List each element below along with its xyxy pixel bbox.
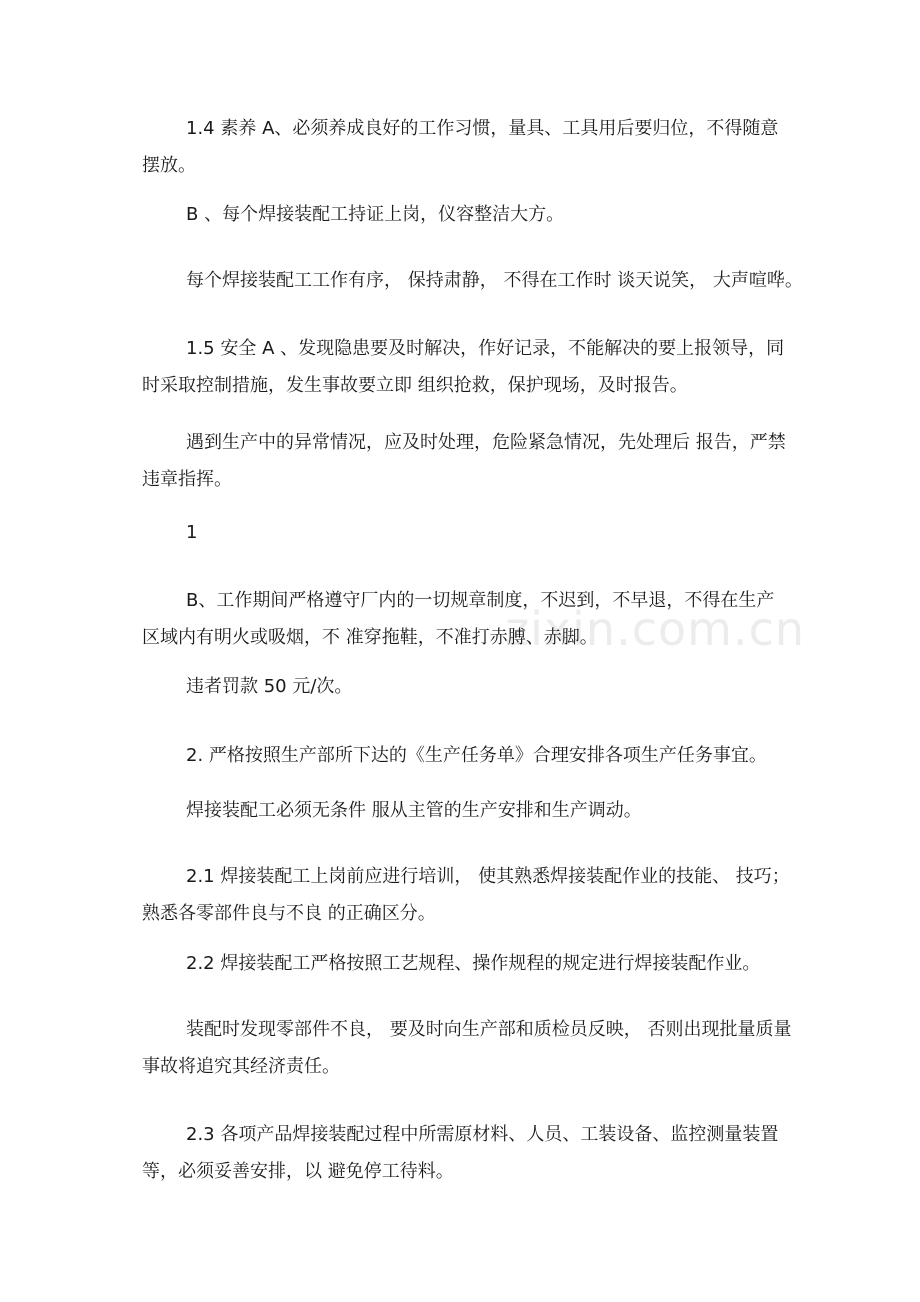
paragraph-fine: 违者罚款 50 元/次。	[186, 676, 353, 697]
paragraph-2-obey: 焊接装配工必须无条件 服从主管的生产安排和生产调动。	[186, 800, 642, 821]
page-number: 1	[186, 522, 198, 543]
paragraph-1-4-b: B 、每个焊接装配工持证上岗，仪容整洁大方。	[186, 204, 565, 225]
paragraph-2-2-defects: 装配时发现零部件不良， 要及时向生产部和质检员反映， 否则出现批量质量事故将追究其经济责任。	[142, 1019, 792, 1077]
paragraph-2-task-order: 2. 严格按照生产部所下达的《生产任务单》合理安排各项生产任务事宜。	[186, 745, 767, 766]
paragraph-1-4-literacy: 1.4 素养 A、必须养成良好的工作习惯，量具、工具用后要归位，不得随意摆放。	[142, 118, 779, 176]
watermark: zixin.com.cn	[505, 602, 806, 656]
paragraph-2-2-procedure: 2.2 焊接装配工严格按照工艺规程、操作规程的规定进行焊接装配作业。	[186, 953, 761, 974]
paragraph-2-1-training: 2.1 焊接装配工上岗前应进行培训， 使其熟悉焊接装配作业的技能、 技巧；熟悉各零部件良与不良 的正确区分。	[142, 866, 790, 924]
paragraph-1-5-safety: 1.5 安全 A 、发现隐患要及时解决，作好记录，不能解决的要上报领导，同时采取控制措施，发生事故要立即 组织抢救，保护现场，及时报告。	[142, 338, 785, 396]
paragraph-1-5-emergency: 遇到生产中的异常情况，应及时处理，危险紧急情况，先处理后 报告，严禁违章指挥。	[142, 432, 786, 490]
paragraph-2-3-arrangement: 2.3 各项产品焊接装配过程中所需原材料、人员、工装设备、监控测量装置等，必须妥善安排，以 避免停工待料。	[142, 1124, 779, 1182]
paragraph-1-5-b-rules: B、工作期间严格遵守厂内的一切规章制度，不迟到，不早退，不得在生产区域内有明火或吸烟，不 准穿拖鞋，不准打赤膊、赤脚。	[142, 590, 775, 648]
paragraph-1-4-order: 每个焊接装配工工作有序， 保持肃静， 不得在工作时 谈天说笑， 大声喧哗。	[186, 270, 803, 291]
